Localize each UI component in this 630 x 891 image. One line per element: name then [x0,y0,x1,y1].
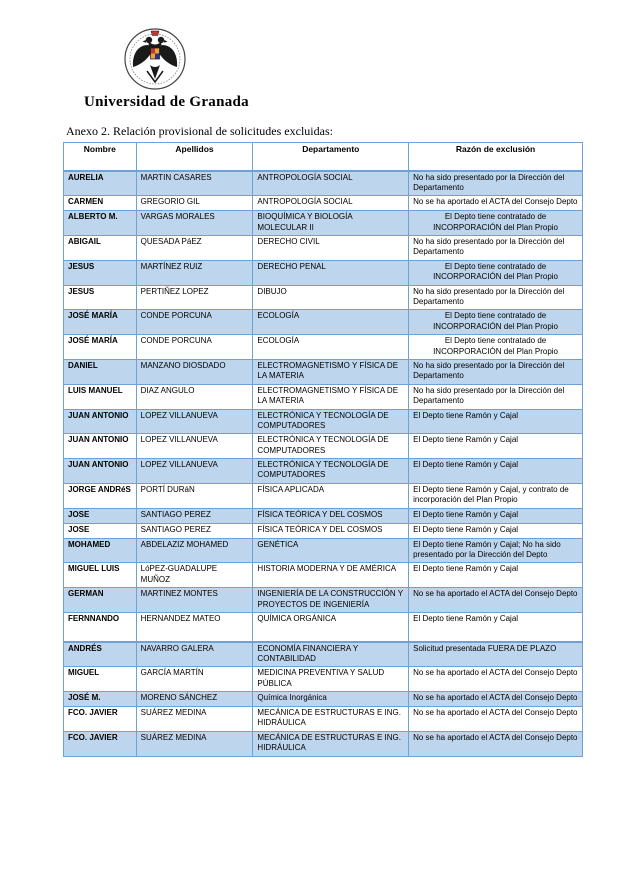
cell-nombre: JUAN ANTONIO [64,459,137,484]
cell-nombre: MIGUEL [64,667,137,692]
cell-departamento: ECOLOGÍA [253,310,409,335]
cell-departamento: BIOQUÍMICA Y BIOLOGÍA MOLECULAR II [253,211,409,236]
cell-departamento: ELECTROMAGNETISMO Y FÍSICA DE LA MATERIA [253,359,409,384]
cell-razon: El Depto tiene contratado de INCORPORACIÓN del Plan Propio [409,211,583,236]
cell-apellidos: PERTIÑEZ LOPEZ [136,285,253,310]
cell-departamento: Química Inorgánica [253,692,409,707]
table-row [64,731,583,756]
header-cell-departamento: Departamento [253,143,409,171]
cell-nombre: JUAN ANTONIO [64,409,137,434]
cell-departamento: ELECTROMAGNETISMO Y FÍSICA DE LA MATERIA [253,384,409,409]
cell-nombre: JESUS [64,260,137,285]
table-row [64,538,583,563]
cell-razon: No ha sido presentado por la Dirección del Departamento [409,236,583,261]
cell-departamento: DERECHO PENAL [253,260,409,285]
header-cell-apellidos: Apellidos [136,143,253,171]
cell-departamento: ELECTRÓNICA Y TECNOLOGÍA DE COMPUTADORES [253,459,409,484]
cell-razon: Solicitud presentada FUERA DE PLAZO [409,642,583,667]
cell-nombre: ALBERTO M. [64,211,137,236]
cell-apellidos: CONDE PORCUNA [136,335,253,360]
cell-apellidos: MANZANO DIOSDADO [136,359,253,384]
table-row [64,171,583,196]
cell-nombre: JORGE ANDRéS [64,483,137,508]
document-title: Anexo 2. Relación provisional de solicitudes excluidas: [66,124,333,138]
cell-departamento: MECÁNICA DE ESTRUCTURAS E ING. HIDRÁULICA [253,707,409,732]
cell-departamento: MECÁNICA DE ESTRUCTURAS E ING. HIDRÁULICA [253,731,409,756]
cell-apellidos: NAVARRO GALERA [136,642,253,667]
cell-nombre: MOHAMED [64,538,137,563]
cell-razon: No se ha aportado el ACTA del Consejo Depto [409,667,583,692]
table-row [64,642,583,667]
table-header-row [64,143,583,171]
cell-nombre: FCO. JAVIER [64,731,137,756]
table-row [64,667,583,692]
cell-nombre: JOSE [64,508,137,523]
cell-razon: No se ha aportado el ACTA del Consejo Depto [409,588,583,613]
cell-apellidos: MARTINEZ MONTES [136,588,253,613]
cell-apellidos: LOPEZ VILLANUEVA [136,434,253,459]
cell-razon: No ha sido presentado por la Dirección del Departamento [409,171,583,196]
cell-nombre: JOSE [64,523,137,538]
excluded-requests-table [63,142,583,757]
cell-departamento: FÍSICA APLICADA [253,483,409,508]
cell-departamento: FÍSICA TEÓRICA Y DEL COSMOS [253,523,409,538]
table-row [64,409,583,434]
cell-razon: El Depto tiene Ramón y Cajal [409,434,583,459]
cell-razon: No se ha aportado el ACTA del Consejo Depto [409,731,583,756]
cell-departamento: FÍSICA TEÓRICA Y DEL COSMOS [253,508,409,523]
cell-razon: No ha sido presentado por la Dirección del Departamento [409,384,583,409]
cell-departamento: ECOLOGÍA [253,335,409,360]
cell-apellidos: DIAZ ANGULO [136,384,253,409]
cell-razon: El Depto tiene Ramón y Cajal [409,459,583,484]
cell-razon: El Depto tiene Ramón y Cajal [409,508,583,523]
cell-apellidos: ABDELAZIZ MOHAMED [136,538,253,563]
cell-apellidos: SANTIAGO PEREZ [136,523,253,538]
cell-nombre: LUIS MANUEL [64,384,137,409]
table-row [64,459,583,484]
cell-apellidos: MARTIN CASARES [136,171,253,196]
cell-nombre: JOSÉ M. [64,692,137,707]
cell-apellidos: LOPEZ VILLANUEVA [136,459,253,484]
cell-departamento: MEDICINA PREVENTIVA Y SALUD PÚBLICA [253,667,409,692]
table-row [64,384,583,409]
cell-departamento: DERECHO CIVIL [253,236,409,261]
cell-razon: No se ha aportado el ACTA del Consejo Depto [409,707,583,732]
cell-apellidos: CONDE PORCUNA [136,310,253,335]
cell-razon: No ha sido presentado por la Dirección del Departamento [409,359,583,384]
cell-apellidos: SUÁREZ MEDINA [136,707,253,732]
cell-nombre: JOSÉ MARÍA [64,310,137,335]
cell-departamento: DIBUJO [253,285,409,310]
cell-departamento: ECONOMÍA FINANCIERA Y CONTABILIDAD [253,642,409,667]
cell-razon: El Depto tiene contratado de INCORPORACIÓN del Plan Propio [409,335,583,360]
cell-departamento: ELECTRÓNICA Y TECNOLOGÍA DE COMPUTADORES [253,434,409,459]
cell-nombre: FCO. JAVIER [64,707,137,732]
table-row [64,211,583,236]
university-name: Universidad de Granada [84,94,249,110]
cell-apellidos: MORENO SÁNCHEZ [136,692,253,707]
cell-razon: No ha sido presentado por la Dirección del Departamento [409,285,583,310]
cell-apellidos: GARCÍA MARTÍN [136,667,253,692]
cell-departamento: QUÍMICA ORGÁNICA [253,613,409,642]
cell-apellidos: LOPEZ VILLANUEVA [136,409,253,434]
ugr-crest-icon [122,27,188,95]
cell-razon: No se ha aportado el ACTA del Consejo Depto [409,692,583,707]
cell-apellidos: SUÁREZ MEDINA [136,731,253,756]
cell-apellidos: LóPEZ-GUADALUPE MUÑOZ [136,563,253,588]
cell-razon: El Depto tiene contratado de INCORPORACIÓN del Plan Propio [409,310,583,335]
cell-departamento: ANTROPOLOGÍA SOCIAL [253,171,409,196]
cell-nombre: ANDRÉS [64,642,137,667]
table-row [64,508,583,523]
cell-razon: El Depto tiene Ramón y Cajal; No ha sido presentado por la Dirección del Depto [409,538,583,563]
cell-nombre: MIGUEL LUIS [64,563,137,588]
table-row [64,707,583,732]
cell-departamento: ELECTRÓNICA Y TECNOLOGÍA DE COMPUTADORES [253,409,409,434]
cell-razon: El Depto tiene Ramón y Cajal [409,523,583,538]
table-row [64,359,583,384]
table-row [64,613,583,642]
cell-razon: El Depto tiene Ramón y Cajal [409,409,583,434]
cell-nombre: ABIGAIL [64,236,137,261]
cell-apellidos: MARTÍNEZ RUIZ [136,260,253,285]
table-row [64,434,583,459]
table-row [64,335,583,360]
cell-apellidos: QUESADA PáEZ [136,236,253,261]
cell-razon: El Depto tiene Ramón y Cajal [409,613,583,642]
cell-nombre: DANIEL [64,359,137,384]
cell-apellidos: GREGORIO GIL [136,196,253,211]
cell-departamento: GENÉTICA [253,538,409,563]
cell-razon: No se ha aportado el ACTA del Consejo Depto [409,196,583,211]
header-cell-razon: Razón de exclusión [409,143,583,171]
cell-nombre: JESUS [64,285,137,310]
cell-nombre: GERMAN [64,588,137,613]
cell-apellidos: PORTÍ DURáN [136,483,253,508]
cell-departamento: INGENIERÍA DE LA CONSTRUCCIÓN Y PROYECTOS DE INGENIERÍA [253,588,409,613]
cell-nombre: CARMEN [64,196,137,211]
cell-nombre: JOSÉ MARÍA [64,335,137,360]
table-row [64,563,583,588]
table-row [64,310,583,335]
table-row [64,285,583,310]
cell-departamento: HISTORIA MODERNA Y DE AMÉRICA [253,563,409,588]
cell-razon: El Depto tiene Ramón y Cajal [409,563,583,588]
table-row [64,483,583,508]
cell-nombre: AURELIA [64,171,137,196]
table-row [64,588,583,613]
university-logo [122,27,188,95]
table-row [64,236,583,261]
table-row [64,196,583,211]
cell-razon: El Depto tiene contratado de INCORPORACIÓN del Plan Propio [409,260,583,285]
header-cell-nombre: Nombre [64,143,137,171]
table-row [64,260,583,285]
cell-apellidos: HERNANDEZ MATEO [136,613,253,642]
table-row [64,692,583,707]
cell-razon: El Depto tiene Ramón y Cajal, y contrato de incorporación del Plan Propio [409,483,583,508]
cell-apellidos: VARGAS MORALES [136,211,253,236]
cell-departamento: ANTROPOLOGÍA SOCIAL [253,196,409,211]
cell-nombre: JUAN ANTONIO [64,434,137,459]
table-row [64,523,583,538]
cell-apellidos: SANTIAGO PEREZ [136,508,253,523]
cell-nombre: FERNNANDO [64,613,137,642]
